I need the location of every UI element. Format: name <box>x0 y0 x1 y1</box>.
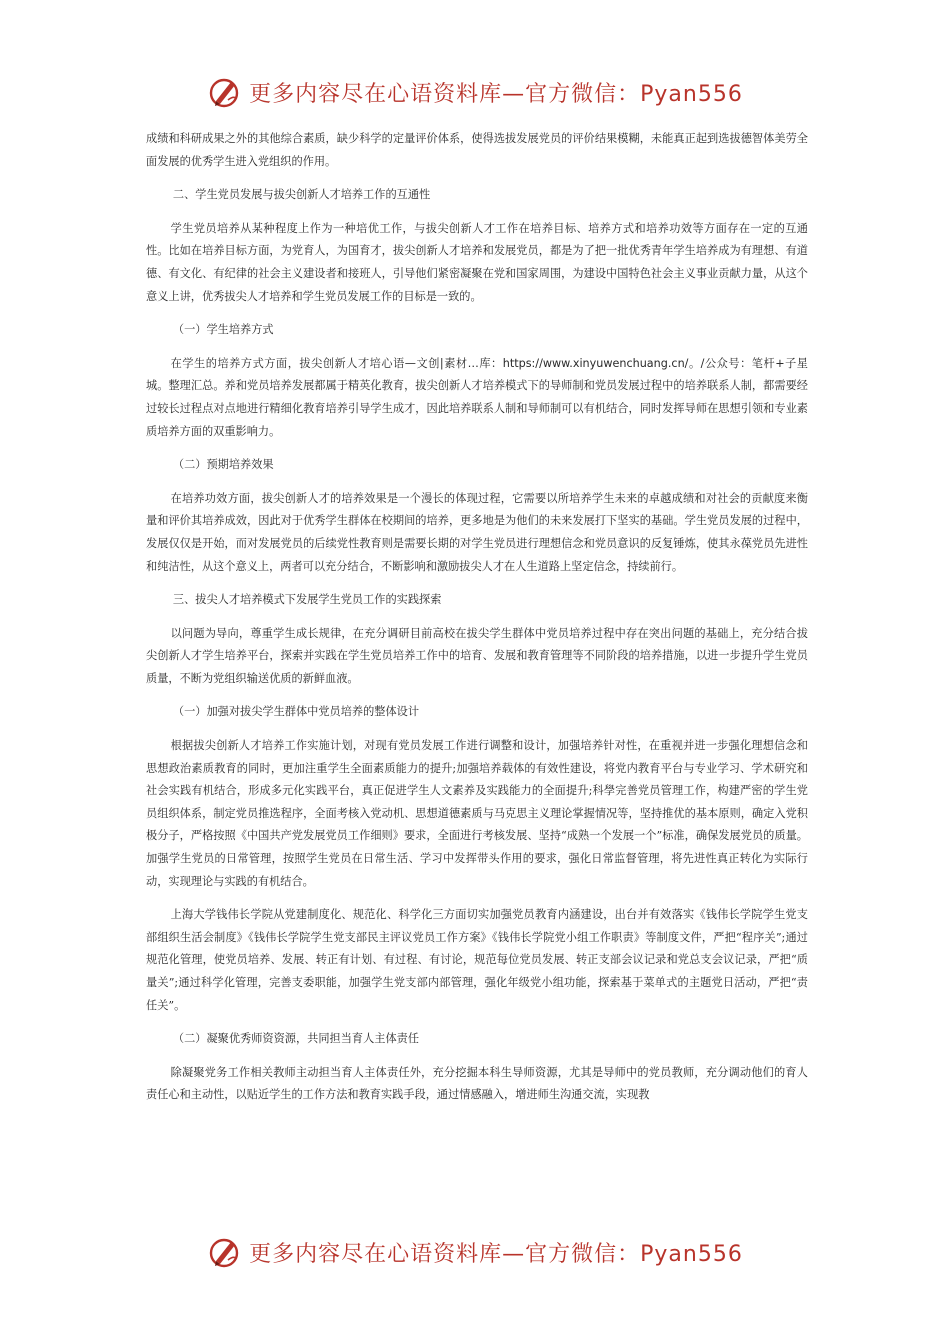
paragraph: 根据拔尖创新人才培养工作实施计划，对现有党员发展工作进行调整和设计，加强培养针对性，在重视并进一步强化理想信念和思想政治素质教育的同时，更加注重学生全面素质能力的提升;加强培养载体的有效性建设，将党内教育平台与专业学习、学术研究和社会实践有机结合，形成多元化实践平台，真正促进学生人文素养及实践能力的全面提升;科學完善党员管理工作，构建严密的学生党员组织体系，制定党员推选程序，全面考核入党动机、思想道德素质与马克思主义理论掌握情况等，坚持推优的基本原则，确定入党积极分子，严格按照《中国共产党发展党员工作细则》要求，全面进行考核发展、坚持“成熟一个发展一个”标准，确保发展党员的质量。加强学生党员的日常管理，按照学生党员在日常生活、学习中发挥带头作用的要求，强化日常监督管理，将先进性真正转化为实际行动，实现理论与实践的有机结合。 <box>146 739 808 888</box>
header-watermark-banner <box>0 72 950 112</box>
pen-circle-logo-icon <box>207 74 243 110</box>
document-body <box>146 128 808 1118</box>
paragraph: 上海大学钱伟长学院从党建制度化、规范化、科学化三方面切实加强党员教育内涵建设，出台并有效落实《钱伟长学院学生党支部组织生活会制度》《钱伟长学院学生党支部民主评议党员工作方案》《钱伟长学院党小组工作职责》等制度文件，严把“程序关”;通过规范化管理，使党员培养、发展、转正有计划、有过程、有讨论，规范每位党员发展、转正支部会议记录和党总支会议记录，严把“质量关”;通过科学化管理，完善支委职能，加强学生党支部内部管理，强化年级党小组功能，探索基于菜单式的主题党日活动，严把“责任关”。 <box>146 908 808 1012</box>
paragraph: 在培养功效方面，拔尖创新人才的培养效果是一个漫长的体现过程，它需要以所培养学生未来的卓越成绩和对社会的贡献度来衡量和评价其培养成效，因此对于优秀学生群体在校期间的培养，更多地是为他们的未来发展打下坚实的基础。学生党员发展的过程中，发展仅仅是开始，而对发展党员的后续党性教育则是需要长期的对学生党员进行理想信念和党员意识的反复锤炼，使其永葆党员先进性和纯洁性，从这个意义上，两者可以充分结合，不断影响和激励拔尖人才在人生道路上坚定信念，持续前行。 <box>146 491 808 573</box>
watermark-text: 更多内容尽在心语资料库—官方微信：Pyan556 <box>249 1241 743 1267</box>
section-heading: 二、学生党员发展与拔尖创新人才培养工作的互通性 <box>172 188 431 202</box>
pen-circle-logo-icon <box>207 1234 243 1270</box>
subsection-heading: （二）凝聚优秀师资资源，共同担当育人主体责任 <box>172 1032 420 1046</box>
paragraph: 除凝聚党务工作相关教师主动担当育人主体责任外，充分挖掘本科生导师资源，尤其是导师中的党员教师，充分调动他们的育人责任心和主动性，以贴近学生的工作方法和教育实践手段，通过情感融入，增进师生沟通交流，实现教 <box>146 1065 808 1102</box>
subsection-heading: （一）加强对拔尖学生群体中党员培养的整体设计 <box>172 705 420 719</box>
paragraph: 学生党员培养从某种程度上作为一种培优工作，与拔尖创新人才工作在培养目标、培养方式和培养功效等方面存在一定的互通性。比如在培养目标方面，为党育人，为国育才，拔尖创新人才培养和发展党员，都是为了把一批优秀青年学生培养成为有理想、有道德、有文化、有纪律的社会主义建设者和接班人，引导他们紧密凝聚在党和国家周围，为建设中国特色社会主义事业贡献力量，从这个意义上讲，优秀拔尖人才培养和学生党员发展工作的目标是一致的。 <box>146 221 808 303</box>
paragraph: 在学生的培养方式方面，拔尖创新人才培心语—文创|素材…库：https://www.xinyuwenchuang.cn/。/公众号：笔杆+子星城。整理汇总。养和党员培养发展都属于精英化教育，拔尖创新人才培养模式下的导师制和党员发展过程中的培养联系人制，都需要经过较长过程点对点地进行精细化教育培养引导学生成才，因此培养联系人制和导师制可以有机结合，同时发挥导师在思想引领和专业素质培养方面的双重影响力。 <box>146 356 808 438</box>
subsection-heading: （二）预期培养效果 <box>172 458 274 472</box>
paragraph: 以问题为导向，尊重学生成长规律，在充分调研目前高校在拔尖学生群体中党员培养过程中存在突出问题的基础上，充分结合拔尖创新人才学生培养平台，探索并实践在学生党员培养工作中的培育、发展和教育管理等不同阶段的培养措施，以进一步提升学生党员质量，不断为党组织输送优质的新鲜血液。 <box>146 626 808 685</box>
subsection-heading: （一）学生培养方式 <box>172 323 274 337</box>
section-heading: 三、拔尖人才培养模式下发展学生党员工作的实践探索 <box>172 593 442 607</box>
paragraph: 成绩和科研成果之外的其他综合素质，缺少科学的定量评价体系，使得选拔发展党员的评价结果模糊，未能真正起到选拔德智体美劳全面发展的优秀学生进入党组织的作用。 <box>146 132 808 168</box>
footer-watermark-banner <box>0 1232 950 1272</box>
watermark-text: 更多内容尽在心语资料库—官方微信：Pyan556 <box>249 81 743 107</box>
